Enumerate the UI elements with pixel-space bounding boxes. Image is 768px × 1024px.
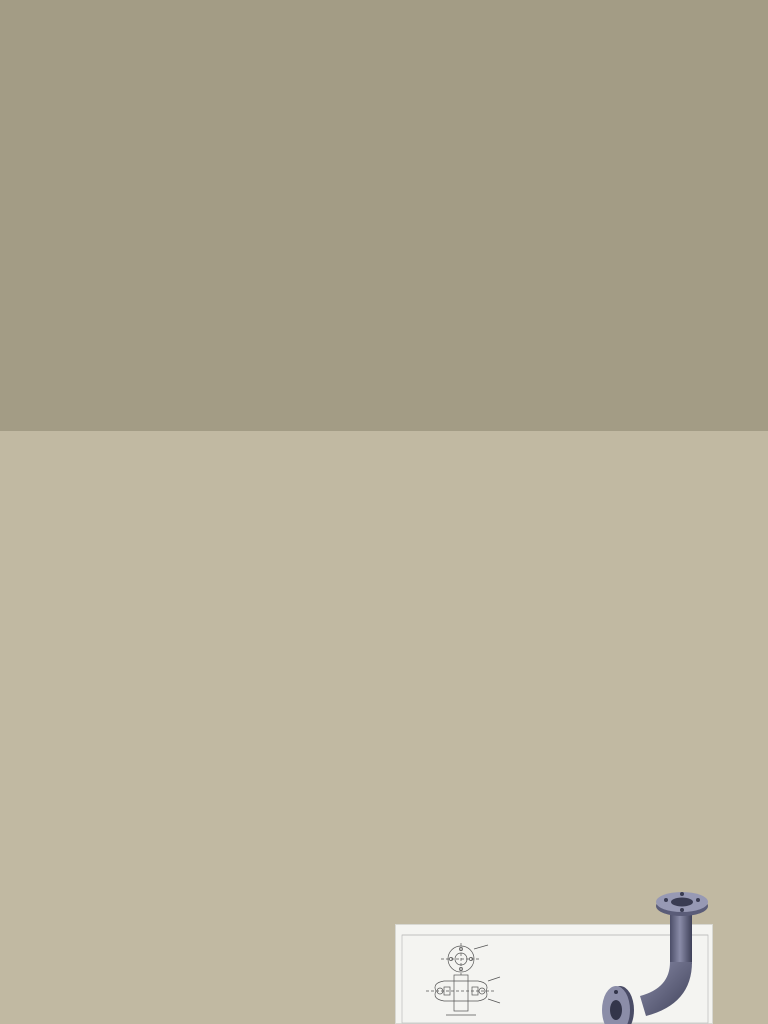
cover-section: [0, 0, 768, 431]
pipe-flange-render-svg: [596, 884, 716, 1024]
drawing-top-view: [441, 943, 488, 975]
pipe-flange-render: [596, 884, 716, 1024]
drawing-front-view: [426, 975, 500, 1015]
